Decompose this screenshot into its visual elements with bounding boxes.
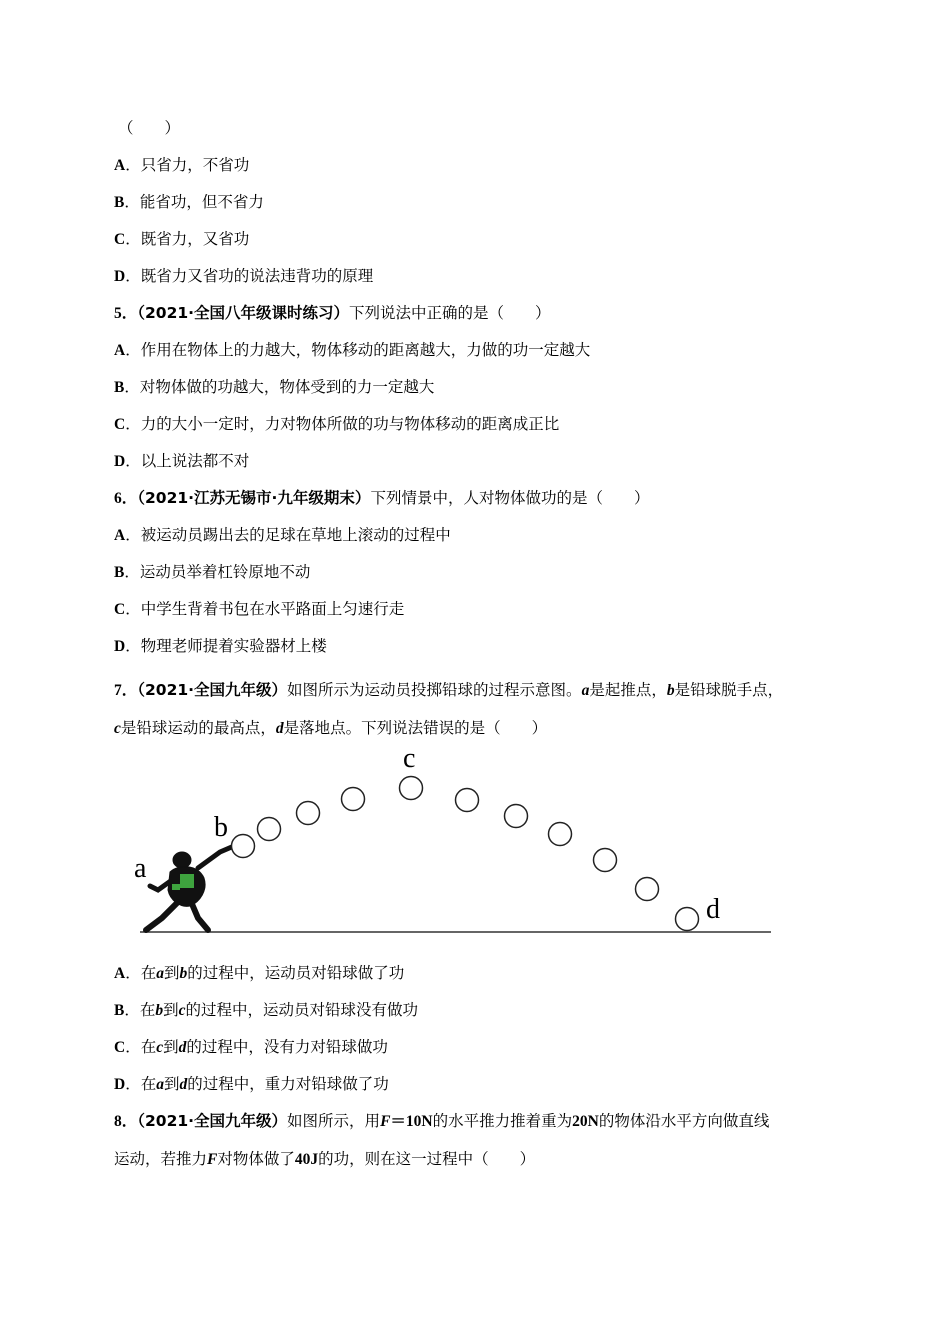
q6-option-b: B．运动员举着杠铃原地不动 <box>114 563 311 581</box>
q8-stem-line2: 运动，若推力F对物体做了40J的功，则在这一过程中（ ） <box>114 1150 536 1168</box>
q4-option-c: C．既省力，又省功 <box>114 230 250 248</box>
label-d: d <box>706 894 720 925</box>
athlete-figure <box>146 846 234 930</box>
q8-stem-line1: 8．（2021·全国九年级）如图所示，用F＝10N的水平推力推着重为20N的物体沿水平方向做直线 <box>114 1112 770 1130</box>
ball-2 <box>258 818 281 841</box>
shot-put-figure <box>120 740 780 940</box>
q7-option-c: C．在c到d的过程中，没有力对铅球做功 <box>114 1038 388 1056</box>
q7-option-b: B．在b到c的过程中，运动员对铅球没有做功 <box>114 1001 419 1019</box>
ball-10 <box>636 878 659 901</box>
q4-option-a: A．只省力，不省功 <box>114 156 250 174</box>
q6-option-d: D．物理老师提着实验器材上楼 <box>114 637 327 655</box>
ball-c <box>400 777 423 800</box>
ball-b <box>232 835 255 858</box>
q6-option-a: A．被运动员踢出去的足球在草地上滚动的过程中 <box>114 526 451 544</box>
q5-option-a: A．作用在物体上的力越大，物体移动的距离越大，力做的功一定越大 <box>114 341 591 359</box>
q4-option-d: D．既省力又省功的说法违背功的原理 <box>114 267 374 285</box>
label-c: c <box>403 743 416 774</box>
label-b: b <box>214 812 228 843</box>
ball-9 <box>594 849 617 872</box>
ball-4 <box>342 788 365 811</box>
q7-option-a: A．在a到b的过程中，运动员对铅球做了功 <box>114 964 405 982</box>
ball-6 <box>456 789 479 812</box>
q7-option-d: D．在a到d的过程中，重力对铅球做了功 <box>114 1075 389 1093</box>
label-a: a <box>134 853 147 884</box>
q4-option-b: B．能省功，但不省力 <box>114 193 264 211</box>
q6-option-c: C．中学生背着书包在水平路面上匀速行走 <box>114 600 405 618</box>
ball-8 <box>549 823 572 846</box>
q7-stem-line2: c是铅球运动的最高点，d是落地点。下列说法错误的是（ ） <box>114 719 548 737</box>
q6-stem: 6．（2021·江苏无锡市·九年级期末）下列情景中，人对物体做功的是（ ） <box>114 489 650 507</box>
ball-7 <box>505 805 528 828</box>
q5-option-b: B．对物体做的功越大，物体受到的力一定越大 <box>114 378 435 396</box>
answer-paren: （ ） <box>118 119 181 137</box>
q5-option-c: C．力的大小一定时，力对物体所做的功与物体移动的距离成正比 <box>114 415 560 433</box>
q5-stem: 5．（2021·全国八年级课时练习）下列说法中正确的是（ ） <box>114 304 551 322</box>
q5-option-d: D．以上说法都不对 <box>114 452 250 470</box>
ball-3 <box>297 802 320 825</box>
q7-stem-line1: 7．（2021·全国九年级）如图所示为运动员投掷铅球的过程示意图。a是起推点，b是铅球脱手点， <box>114 681 784 699</box>
ball-d <box>676 908 699 931</box>
